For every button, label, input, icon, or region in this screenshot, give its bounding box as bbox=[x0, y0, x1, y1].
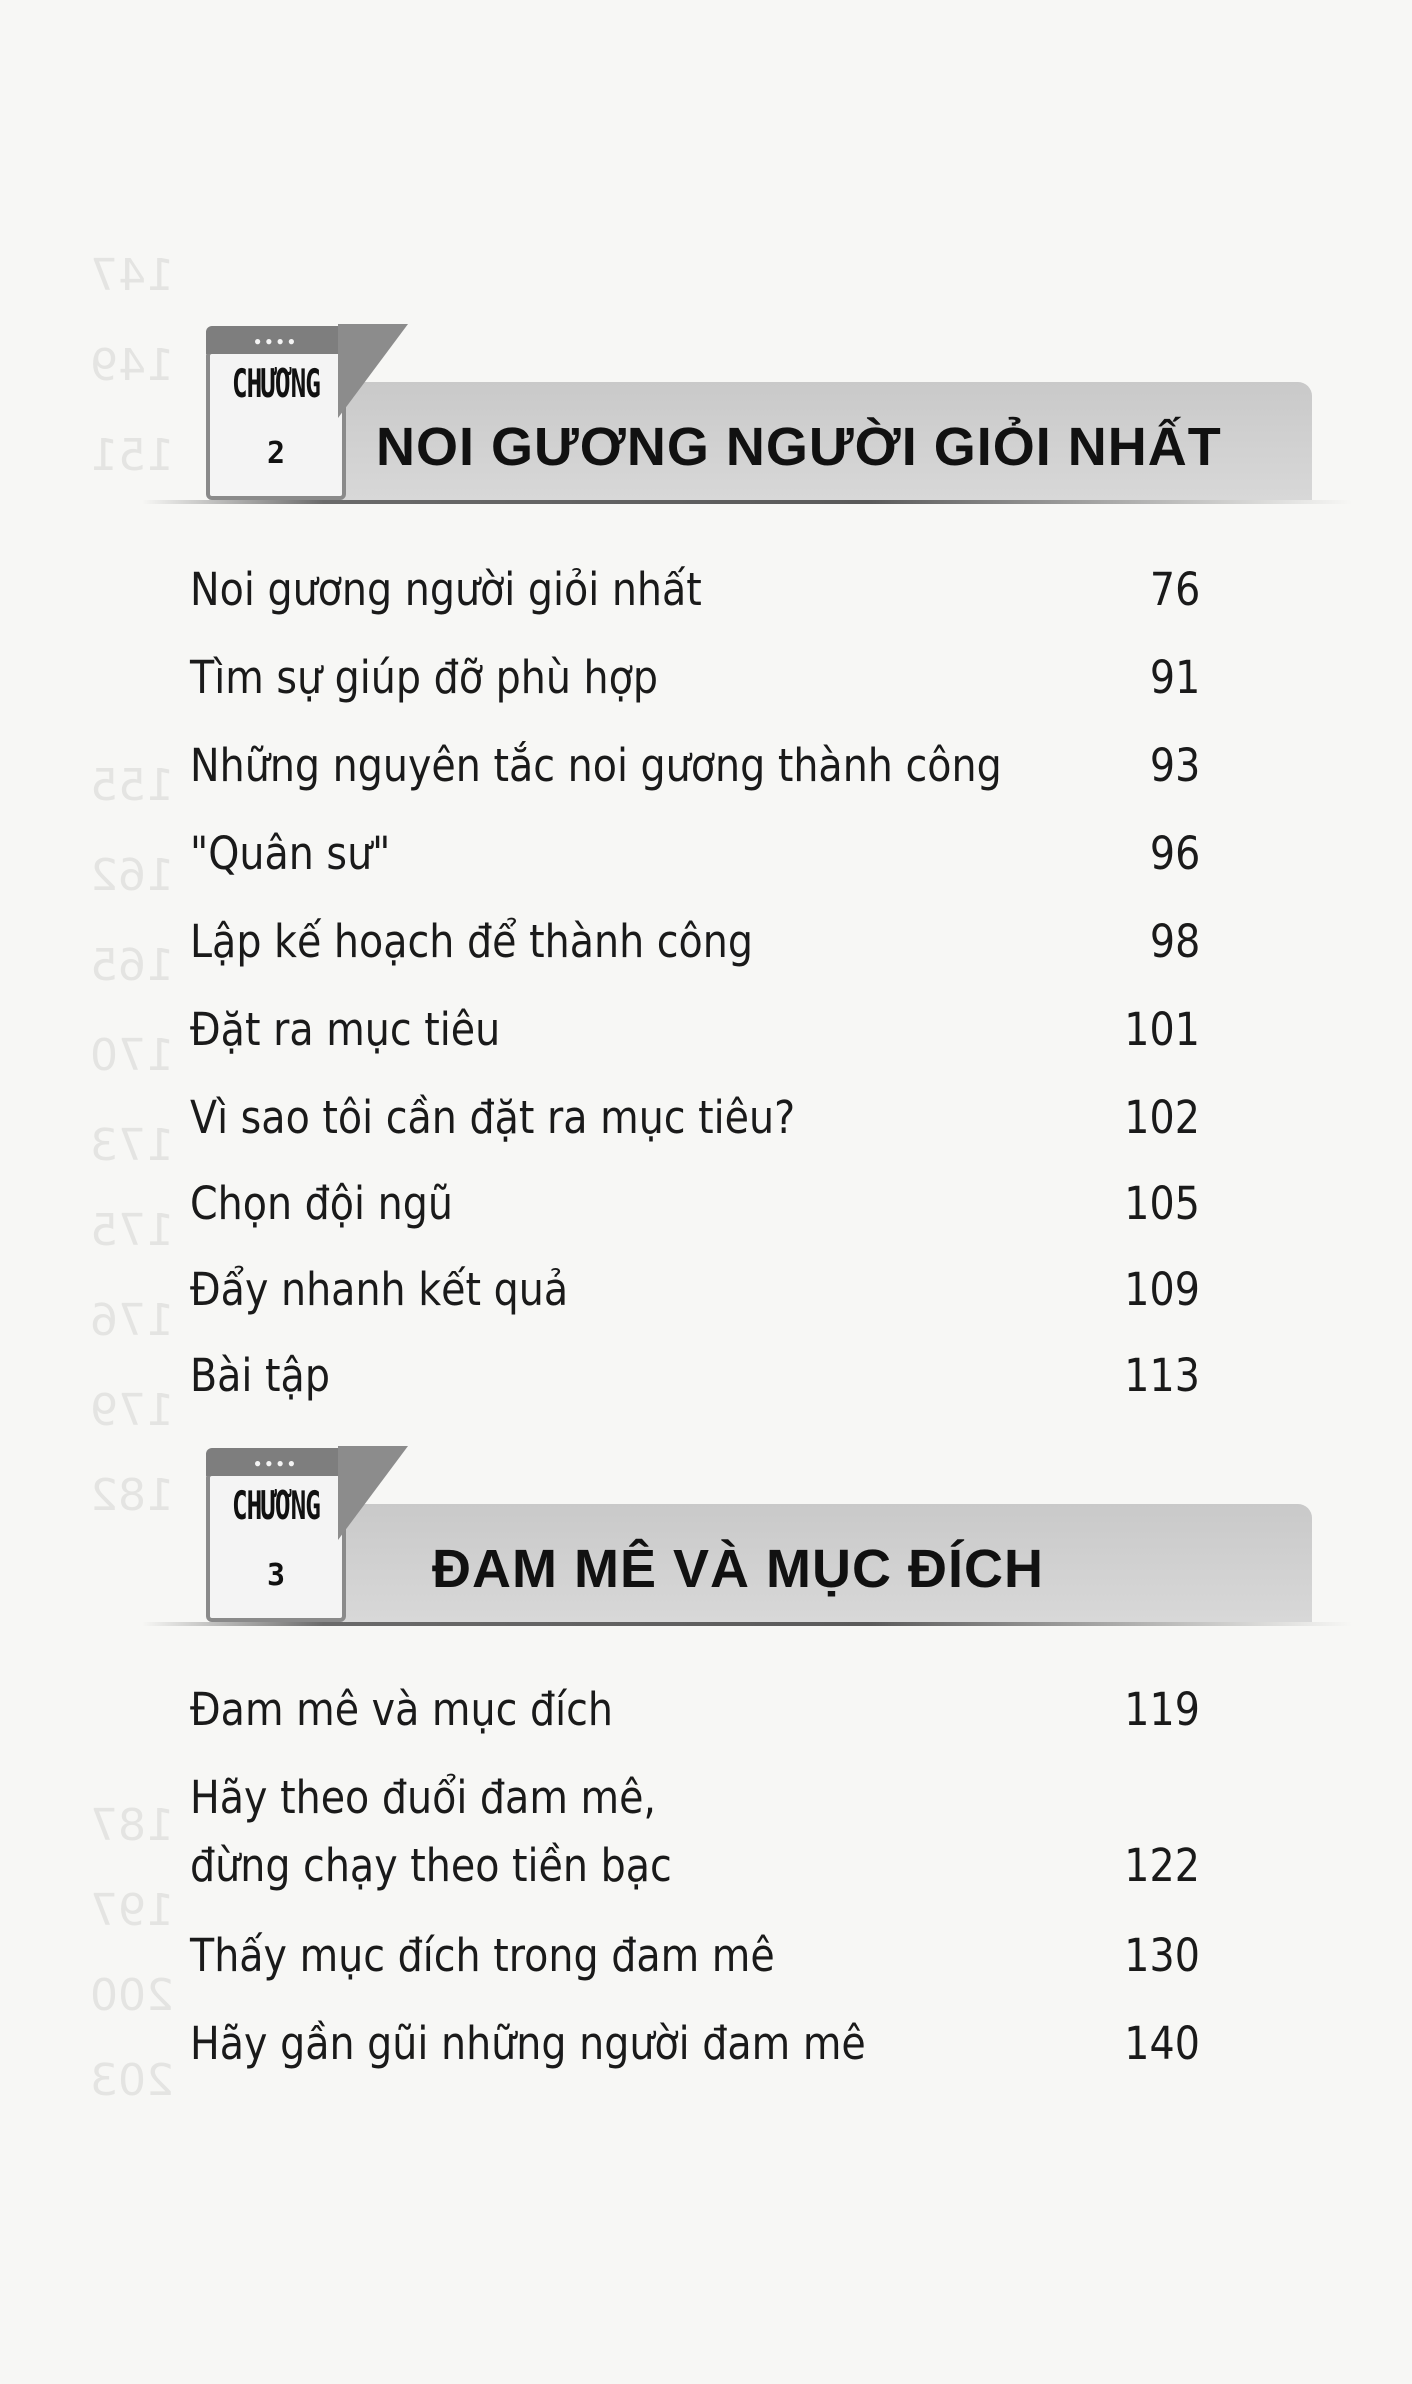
toc-entry-multiline[interactable] bbox=[190, 1764, 1200, 1900]
toc-entry-page: 105 bbox=[1124, 1177, 1200, 1230]
toc-entry[interactable] bbox=[190, 556, 1200, 624]
chapter-divider bbox=[142, 1622, 1352, 1626]
toc-entry-title: Hãy gần gũi những người đam mê bbox=[190, 2017, 866, 2070]
toc-entry-title: Đặt ra mục tiêu bbox=[190, 1003, 501, 1056]
toc-entry[interactable] bbox=[190, 732, 1200, 800]
bleed-through-decoration: 200 bbox=[90, 1970, 174, 2021]
chapter-divider bbox=[142, 500, 1352, 504]
toc-entry[interactable] bbox=[190, 1170, 1200, 1238]
chapter-number: 2 bbox=[266, 436, 286, 471]
banner-wing-icon bbox=[338, 324, 408, 418]
toc-entry-page: 102 bbox=[1124, 1091, 1200, 1144]
bleed-through-decoration: 149 bbox=[90, 340, 174, 391]
bleed-through-decoration: 162 bbox=[90, 850, 174, 901]
bleed-through-decoration: 173 bbox=[90, 1120, 174, 1171]
toc-entry-title: Những nguyên tắc noi gương thành công bbox=[190, 739, 1002, 792]
toc-entry-page: 140 bbox=[1124, 2017, 1200, 2070]
calendar-dots-icon: ●●●● bbox=[254, 1456, 299, 1470]
chapter-badge bbox=[206, 1456, 346, 1622]
chapter-2-header bbox=[182, 320, 1312, 500]
bleed-through-decoration: 197 bbox=[90, 1885, 174, 1936]
toc-entry-title: Tìm sự giúp đỡ phù hợp bbox=[190, 651, 658, 704]
bleed-through-decoration: 179 bbox=[90, 1385, 174, 1436]
bleed-through-decoration: 155 bbox=[90, 760, 174, 811]
bleed-through-decoration: 147 bbox=[90, 250, 174, 301]
banner-wing-icon bbox=[338, 1446, 408, 1540]
calendar-dots-icon: ●●●● bbox=[254, 334, 299, 348]
bleed-through-decoration: 151 bbox=[90, 430, 174, 481]
toc-entry[interactable] bbox=[190, 644, 1200, 712]
toc-entry-page: 109 bbox=[1124, 1263, 1200, 1316]
toc-entry-page: 76 bbox=[1149, 563, 1200, 616]
chapter-title: NOI GƯƠNG NGƯỜI GIỎI NHẤT bbox=[376, 417, 1222, 477]
toc-entry-title-line2: đừng chạy theo tiền bạc bbox=[190, 1839, 672, 1892]
chapter-3-header bbox=[182, 1442, 1312, 1622]
toc-entry-title: Lập kế hoạch để thành công bbox=[190, 915, 753, 968]
toc-entry-title: Đẩy nhanh kết quả bbox=[190, 1263, 569, 1316]
toc-entry-page: 113 bbox=[1124, 1349, 1200, 1402]
toc-entry[interactable] bbox=[190, 2010, 1200, 2078]
toc-entry-page: 98 bbox=[1149, 915, 1200, 968]
toc-entry-title: "Quân sư" bbox=[190, 827, 391, 880]
bleed-through-decoration: 203 bbox=[90, 2055, 174, 2106]
bleed-through-decoration: 165 bbox=[90, 940, 174, 991]
toc-entry-page: 119 bbox=[1124, 1683, 1200, 1736]
chapter-label: CHƯƠNG bbox=[232, 362, 320, 408]
bleed-through-decoration: 170 bbox=[90, 1030, 174, 1081]
toc-entry[interactable] bbox=[190, 1342, 1200, 1410]
chapter-label: CHƯƠNG bbox=[232, 1484, 320, 1530]
toc-entry-page: 96 bbox=[1149, 827, 1200, 880]
toc-entry[interactable] bbox=[190, 1084, 1200, 1152]
toc-entry-page: 101 bbox=[1124, 1003, 1200, 1056]
toc-entry-title: Noi gương người giỏi nhất bbox=[190, 563, 702, 616]
toc-entry[interactable] bbox=[190, 1922, 1200, 1990]
toc-entry-title: Thấy mục đích trong đam mê bbox=[190, 1929, 775, 1982]
toc-entry-title: Bài tập bbox=[190, 1349, 330, 1402]
toc-entry-title: Đam mê và mục đích bbox=[190, 1683, 613, 1736]
toc-entry[interactable] bbox=[190, 1676, 1200, 1744]
bleed-through-decoration: 175 bbox=[90, 1205, 174, 1256]
chapter-number: 3 bbox=[266, 1558, 286, 1593]
toc-entry[interactable] bbox=[190, 1256, 1200, 1324]
toc-entry-title-line1: Hãy theo đuổi đam mê, bbox=[190, 1771, 657, 1824]
toc-entry-page: 93 bbox=[1149, 739, 1200, 792]
toc-entry-page: 130 bbox=[1124, 1929, 1200, 1982]
bleed-through-decoration: 176 bbox=[90, 1295, 174, 1346]
toc-entry[interactable] bbox=[190, 996, 1200, 1064]
toc-entry-title: Chọn đội ngũ bbox=[190, 1177, 453, 1230]
toc-entry-page: 91 bbox=[1149, 651, 1200, 704]
bleed-through-decoration: 187 bbox=[90, 1800, 174, 1851]
bleed-through-decoration: 182 bbox=[90, 1470, 174, 1521]
toc-entry[interactable] bbox=[190, 820, 1200, 888]
toc-entry-title: Vì sao tôi cần đặt ra mục tiêu? bbox=[190, 1091, 796, 1144]
toc-entry[interactable] bbox=[190, 908, 1200, 976]
toc-entry-page: 122 bbox=[1124, 1839, 1200, 1892]
chapter-title: ĐAM MÊ VÀ MỤC ĐÍCH bbox=[432, 1539, 1044, 1599]
chapter-badge bbox=[206, 334, 346, 500]
